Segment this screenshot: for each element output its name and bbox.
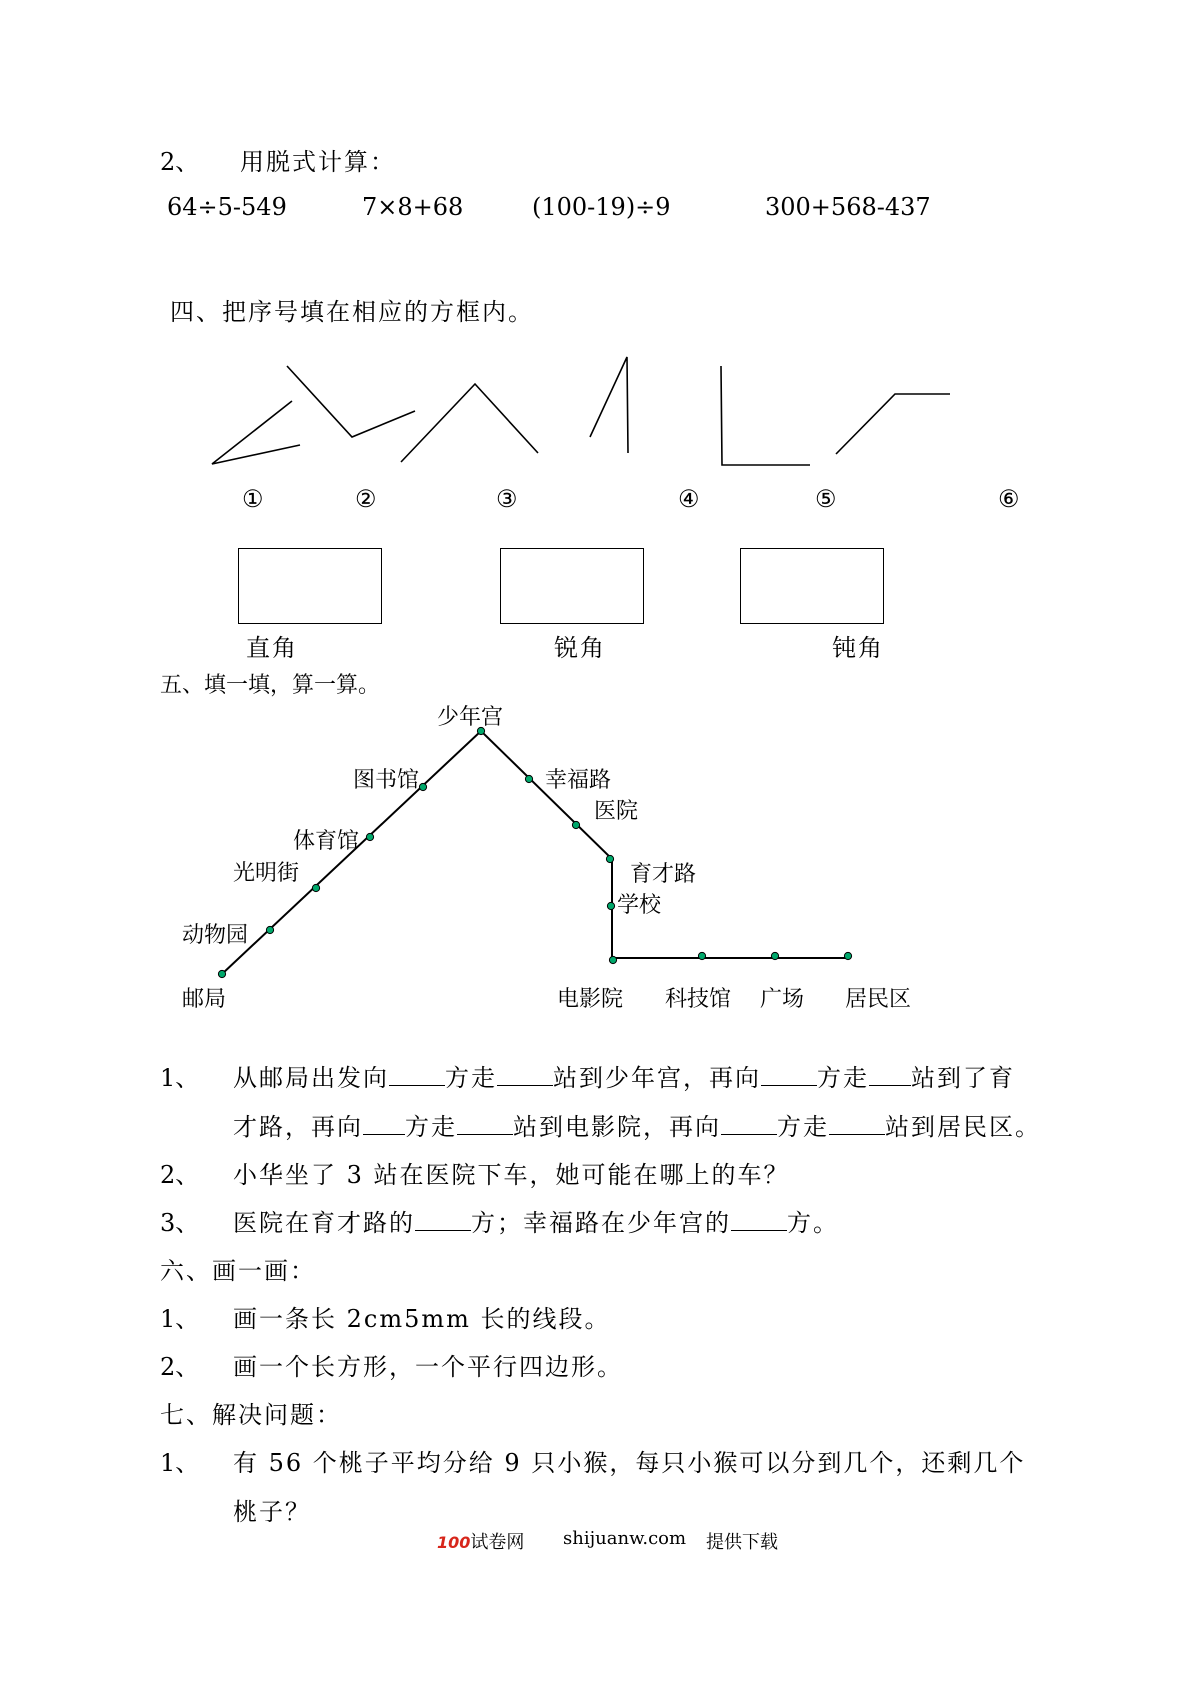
sec5-q1-l2b: 方走 [405, 1113, 457, 1141]
blank-stops-4[interactable] [829, 1134, 885, 1135]
sec5-q1-l2c: 站到电影院，再向 [513, 1113, 721, 1141]
blank-direction-2[interactable] [761, 1085, 817, 1086]
calc-heading: 用脱式计算： [240, 148, 396, 176]
footer [437, 1528, 524, 1554]
sec5-q1-l2d: 方走 [777, 1113, 829, 1141]
sec5-q1-number: 1、 [160, 1064, 200, 1092]
map-label-kejiguan: 科技馆 [665, 987, 732, 1012]
sec5-q1-line2 [233, 1107, 1041, 1142]
footer-provide-download: 提供下载 [706, 1532, 778, 1553]
footer-domain[interactable]: shijuanw.com [563, 1528, 687, 1549]
sec6-q2-text: 画一个长方形，一个平行四边形。 [233, 1353, 623, 1381]
stop-youju [218, 970, 225, 977]
calc-expression-2: 7×8+68 [362, 193, 464, 221]
sec5-q3-b: 方；幸福路在少年宫的 [471, 1209, 731, 1237]
stop-guangchang [771, 952, 778, 959]
blank-direction-5[interactable] [415, 1230, 471, 1231]
angle-label-5: ⑤ [815, 485, 837, 513]
sec5-q1-l1b: 方走 [445, 1064, 497, 1092]
angle-label-2: ② [355, 485, 377, 513]
map-label-yucailu: 育才路 [630, 862, 697, 887]
sec5-q1-l1a: 从邮局出发向 [233, 1064, 389, 1092]
blank-direction-6[interactable] [731, 1230, 787, 1231]
stop-dongwuyuan [266, 926, 273, 933]
map-label-tiyuguan: 体育馆 [293, 829, 360, 854]
blank-stops-3[interactable] [457, 1134, 513, 1135]
map-label-tushuguan: 图书馆 [353, 768, 420, 793]
footer-logo: 100 [437, 1533, 471, 1552]
angle-label-3: ③ [496, 485, 518, 513]
section-5-title: 五、填一填，算一算。 [160, 673, 381, 698]
sec7-q1-line2: 桃子？ [233, 1498, 311, 1526]
map-label-dianyingyuan: 电影院 [557, 987, 624, 1012]
map-label-juminqu: 居民区 [845, 987, 912, 1012]
stop-kejiguan [698, 952, 705, 959]
angle-label-6: ⑥ [998, 485, 1020, 513]
sec5-q2-number: 2、 [160, 1161, 200, 1189]
stop-yucailu [606, 855, 613, 862]
footer-site-name: 试卷网 [470, 1532, 525, 1553]
sec5-q1-l2a: 才路，再向 [233, 1113, 363, 1141]
sec5-q1-l1d: 方走 [817, 1064, 869, 1092]
stop-dianyingyuan [609, 956, 616, 963]
blank-stops-2[interactable] [869, 1085, 911, 1086]
section-7-title: 七、解决问题： [160, 1401, 342, 1429]
stop-xingfulu [525, 775, 532, 782]
blank-stops-1[interactable] [497, 1085, 553, 1086]
calc-expression-4: 300+568-437 [765, 193, 931, 221]
blank-direction-3[interactable] [363, 1134, 405, 1135]
box-label-obtuse-angle: 钝角 [832, 634, 884, 662]
section-6-title: 六、画一画： [160, 1257, 316, 1285]
map-label-guangmingjie: 光明街 [233, 861, 300, 886]
sec6-q1-text: 画一条长 2cm5mm 长的线段。 [233, 1305, 611, 1333]
sec5-q3-c: 方。 [787, 1209, 839, 1237]
map-label-guangchang: 广场 [760, 987, 805, 1012]
map-label-xuexiao: 学校 [617, 893, 662, 918]
map-label-xingfulu: 幸福路 [545, 768, 612, 793]
sec5-q3-number: 3、 [160, 1209, 200, 1237]
angle-label-1: ① [242, 485, 264, 513]
map-label-youju: 邮局 [182, 987, 227, 1012]
sec5-q1-line1 [233, 1058, 1015, 1093]
blank-direction-1[interactable] [389, 1085, 445, 1086]
stop-tiyuguan [366, 833, 373, 840]
stop-guangmingjie [312, 884, 319, 891]
calc-expression-3: (100-19)÷9 [532, 193, 671, 221]
stop-xuexiao [607, 902, 614, 909]
section-4-title: 四、把序号填在相应的方框内。 [170, 298, 534, 326]
sec7-q1-line1: 有 56 个桃子平均分给 9 只小猴，每只小猴可以分到几个，还剩几个 [233, 1449, 1026, 1477]
sec5-q2-text: 小华坐了 3 站在医院下车，她可能在哪上的车？ [233, 1161, 790, 1189]
calc-expression-1: 64÷5-549 [167, 193, 287, 221]
map-label-shaoniangong: 少年宫 [437, 705, 504, 730]
sec5-q1-l2e: 站到居民区。 [885, 1113, 1041, 1141]
sec6-q2-number: 2、 [160, 1353, 200, 1381]
box-label-right-angle: 直角 [246, 634, 298, 662]
angle-label-4: ④ [678, 485, 700, 513]
stop-yiyuan [572, 821, 579, 828]
blank-direction-4[interactable] [721, 1134, 777, 1135]
stop-juminqu [844, 952, 851, 959]
sec5-q1-l1c: 站到少年宫，再向 [553, 1064, 761, 1092]
box-label-acute-angle: 锐角 [554, 634, 606, 662]
sec5-q3-line [233, 1203, 839, 1238]
sec7-q1-number: 1、 [160, 1449, 200, 1477]
stop-tushuguan [419, 783, 426, 790]
sec6-q1-number: 1、 [160, 1305, 200, 1333]
sec5-q1-l1e: 站到了育 [911, 1064, 1015, 1092]
map-label-dongwuyuan: 动物园 [182, 923, 249, 948]
sec5-q3-a: 医院在育才路的 [233, 1209, 415, 1237]
calc-heading-number: 2、 [160, 148, 200, 176]
map-label-yiyuan: 医院 [594, 799, 639, 824]
